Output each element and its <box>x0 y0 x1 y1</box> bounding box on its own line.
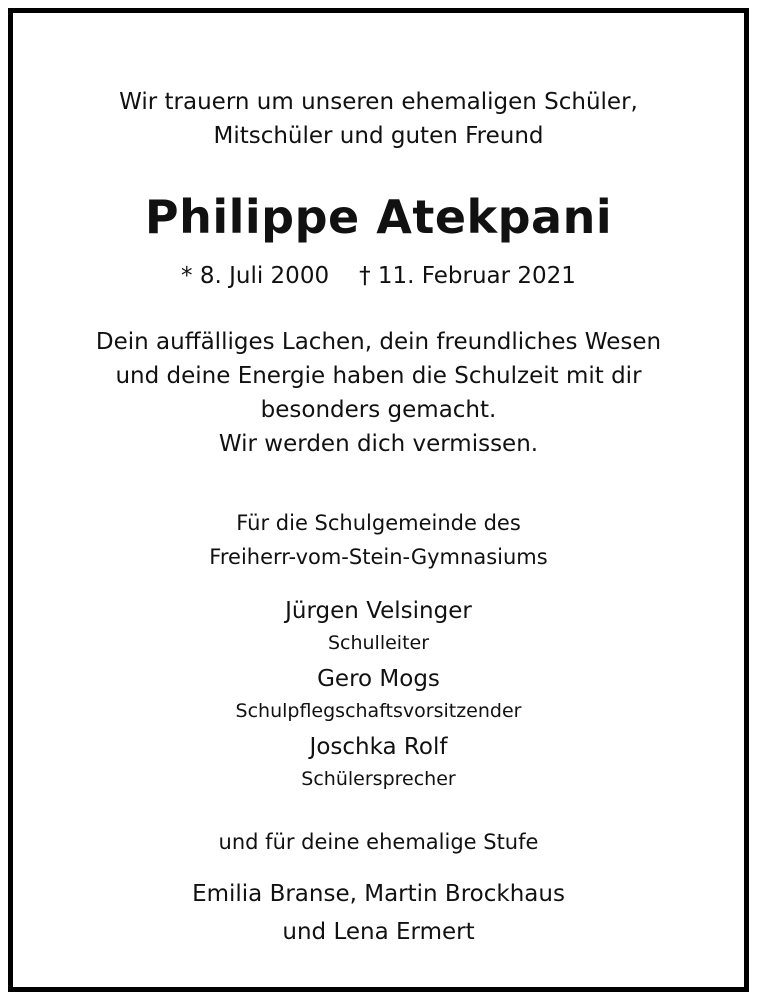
birth-date: * 8. Juli 2000 <box>181 263 330 289</box>
life-dates <box>13 259 744 293</box>
stufe-intro: und für deine ehemalige Stufe <box>218 830 539 854</box>
signer-role: Schulpflegschaftsvorsitzender <box>235 700 522 722</box>
memorial-text <box>13 325 744 461</box>
signer-role: Schülersprecher <box>301 768 456 790</box>
signer <box>13 661 744 725</box>
obituary-frame <box>8 8 749 992</box>
signer <box>13 593 744 657</box>
school-line: Für die Schulgemeinde des <box>236 511 521 535</box>
memorial-line: besonders gemacht. <box>260 397 497 423</box>
signer <box>13 729 744 793</box>
memorial-line: Wir werden dich vermissen. <box>218 431 539 457</box>
stufe-names <box>13 875 744 951</box>
signer-name: Gero Mogs <box>317 666 440 692</box>
memorial-line: und deine Energie haben die Schulzeit mit dir <box>115 363 642 389</box>
memorial-line: Dein auffälliges Lachen, dein freundliches Wesen <box>95 329 662 355</box>
signer-name: Joschka Rolf <box>309 734 448 760</box>
stufe-line: und Lena Ermert <box>282 919 475 945</box>
signer-role: Schulleiter <box>327 632 430 654</box>
intro-line: Mitschüler und guten Freund <box>213 123 544 149</box>
school-community <box>13 506 744 574</box>
intro-text <box>13 85 744 153</box>
intro-line: Wir trauern um unseren ehemaligen Schüler, <box>119 89 638 115</box>
signers-list <box>13 593 744 797</box>
death-date: † 11. Februar 2021 <box>359 263 576 289</box>
school-line: Freiherr-vom-Stein-Gymnasiums <box>209 545 548 569</box>
stufe-line: Emilia Branse, Martin Brockhaus <box>192 881 565 907</box>
signer-name: Jürgen Velsinger <box>285 598 472 624</box>
deceased-name: Philippe Atekpani <box>144 190 613 244</box>
